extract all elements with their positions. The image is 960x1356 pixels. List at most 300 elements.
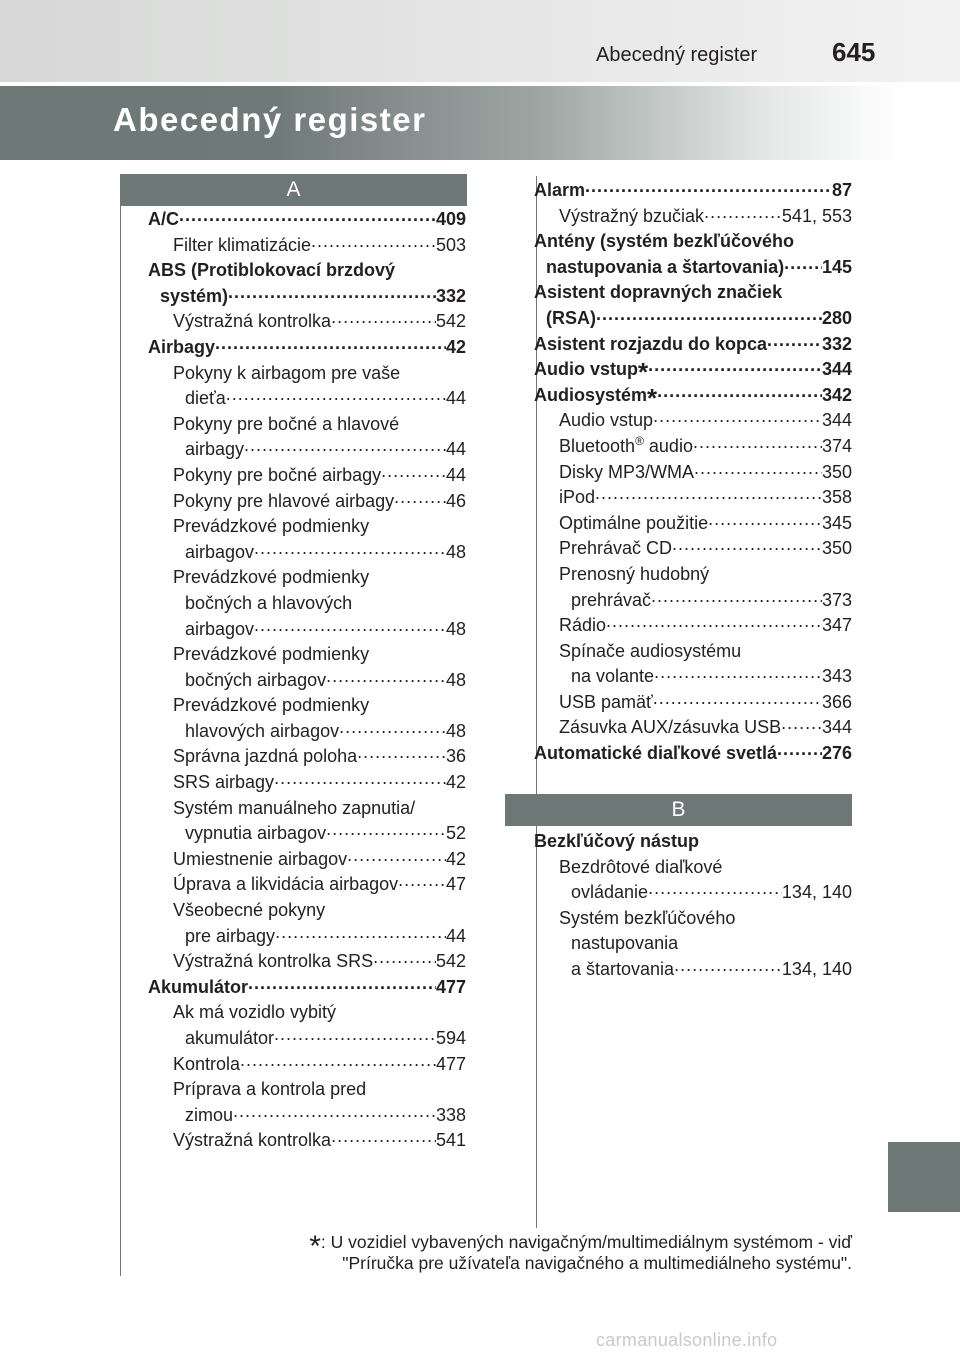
index-entry-term xyxy=(534,357,649,388)
index-entry-page: 48 xyxy=(445,720,466,741)
index-entry-page: 46 xyxy=(445,490,466,511)
dot-leader xyxy=(767,332,822,350)
index-entry xyxy=(534,229,852,255)
index-entry xyxy=(534,715,852,741)
dot-leader xyxy=(244,437,446,455)
index-entry-text: Optimálne použitie xyxy=(559,512,709,533)
index-entry xyxy=(534,511,852,537)
index-entry xyxy=(148,872,466,898)
index-entry-text: Pokyny k airbagom pre vaše xyxy=(173,362,401,383)
index-entry-text: Prehrávač CD xyxy=(559,538,673,559)
index-entry-term xyxy=(148,258,395,284)
index-entry-text: Antény (systém bezkľúčového xyxy=(534,231,795,252)
index-entry-term xyxy=(185,1103,233,1129)
index-entry-text: akumulátor xyxy=(185,1028,275,1048)
index-entry-page: 42 xyxy=(445,848,466,869)
index-entry-page: 276 xyxy=(821,743,852,764)
index-entry-text: Zásuvka AUX/zásuvka USB xyxy=(559,717,782,738)
dot-leader xyxy=(228,284,436,302)
dot-leader xyxy=(373,949,436,967)
index-entry-page: 44 xyxy=(445,925,466,946)
chapter-tab xyxy=(888,1142,960,1212)
index-entry xyxy=(534,855,852,881)
index-entry-page: 332 xyxy=(821,333,852,354)
index-entry-page: 48 xyxy=(445,541,466,562)
index-entry-text: na volante xyxy=(571,666,655,687)
index-entry-text: Spínače audiosystému xyxy=(559,640,742,661)
index-entry-page: 366 xyxy=(821,691,852,712)
index-entry xyxy=(148,591,466,617)
index-entry-page: 47 xyxy=(445,874,466,895)
index-entry-text: (RSA) xyxy=(546,307,596,328)
index-entry-term xyxy=(534,229,794,255)
asterisk-marker: * xyxy=(647,382,658,413)
index-entry-term xyxy=(559,511,708,537)
dot-leader xyxy=(784,255,822,273)
index-entry-term xyxy=(173,1128,331,1154)
index-entry-term xyxy=(559,460,694,486)
index-entry xyxy=(534,255,852,281)
index-entry-text: Filter klimatizácie xyxy=(173,234,312,255)
index-entry-term xyxy=(559,639,741,665)
index-entry-page: 280 xyxy=(821,307,852,328)
index-entry xyxy=(148,668,466,694)
index-entry-text: Prevádzkové podmienky xyxy=(173,695,370,716)
index-entry-text: Úprava a likvidácia airbagov xyxy=(173,874,399,895)
index-entry-page: 542 xyxy=(435,311,466,332)
section-header-b: B xyxy=(505,794,852,826)
dot-leader xyxy=(179,207,436,225)
index-entry-term xyxy=(173,514,369,540)
index-entry-text: Pokyny pre bočné airbagy xyxy=(173,464,382,485)
index-entry xyxy=(148,514,466,540)
index-entry-text: Prevádzkové podmienky xyxy=(173,644,370,665)
index-entry-text: dieťa xyxy=(185,388,226,409)
dot-leader xyxy=(672,536,822,554)
dot-leader xyxy=(781,715,822,733)
dot-leader xyxy=(331,1128,436,1146)
index-entry-text: Automatické diaľkové svetlá xyxy=(534,743,778,764)
index-entry-term xyxy=(185,540,254,566)
index-entry-term xyxy=(559,485,595,511)
index-entry-term xyxy=(534,829,699,855)
index-entry-term xyxy=(185,591,352,617)
index-entry-term xyxy=(173,1052,240,1078)
dot-leader xyxy=(398,872,446,890)
index-entry-text: USB pamäť xyxy=(559,691,653,712)
index-entry xyxy=(534,880,852,906)
index-entry-page: 332 xyxy=(435,285,466,306)
index-entry-term xyxy=(148,335,215,361)
index-entry xyxy=(148,1103,466,1129)
index-entry-text: Asistent rozjazdu do kopca xyxy=(534,333,768,354)
index-entry-term xyxy=(571,957,674,983)
index-entry xyxy=(148,1052,466,1078)
dot-leader xyxy=(254,540,446,558)
index-entry xyxy=(534,280,852,306)
header-bar xyxy=(0,0,960,82)
index-entry-term xyxy=(559,613,606,639)
section-header-a: A xyxy=(120,174,467,206)
index-entry xyxy=(148,642,466,668)
index-entry-text: SRS airbagy xyxy=(173,772,275,793)
right-index-column-b xyxy=(534,829,852,983)
index-entry-term xyxy=(559,906,735,932)
index-entry-term xyxy=(185,821,326,847)
index-entry-text: Akumulátor xyxy=(148,976,249,997)
index-entry-text: pre airbagy xyxy=(185,925,276,946)
index-entry-page: 374 xyxy=(821,435,852,456)
index-entry-text: Bezkľúčový nástup xyxy=(534,831,699,851)
index-entry-term xyxy=(571,880,648,906)
index-entry-page: 87 xyxy=(831,180,852,200)
dot-leader xyxy=(648,357,822,375)
index-entry-text: Výstražná kontrolka xyxy=(173,1130,332,1151)
index-entry-text: Správna jazdná poloha xyxy=(173,746,358,767)
index-entry-text: Bezdrôtové diaľkové xyxy=(559,856,723,877)
dot-leader xyxy=(240,1052,436,1070)
index-entry-text: a štartovania xyxy=(571,958,675,979)
index-entry-page: 338 xyxy=(435,1104,466,1125)
right-index-column-a xyxy=(534,178,852,767)
dot-leader xyxy=(233,1103,436,1121)
index-entry xyxy=(148,796,466,822)
index-entry-term xyxy=(185,719,339,745)
index-entry-term xyxy=(173,361,400,387)
index-entry-term xyxy=(546,255,784,281)
index-entry-text: Prenosný hudobný xyxy=(559,563,710,584)
index-entry-term xyxy=(559,536,672,562)
dot-leader xyxy=(331,309,436,327)
index-entry xyxy=(148,1077,466,1103)
index-entry-term xyxy=(559,715,781,741)
index-entry-text: Airbagy xyxy=(148,336,216,357)
index-entry-text: hlavových airbagov xyxy=(185,720,340,741)
index-entry xyxy=(148,284,466,310)
index-entry-term xyxy=(173,565,369,591)
index-entry xyxy=(534,613,852,639)
index-entry-page: 342 xyxy=(821,384,852,405)
index-entry-term xyxy=(173,744,357,770)
index-entry xyxy=(148,361,466,387)
index-entry-term xyxy=(173,693,369,719)
index-entry xyxy=(534,357,852,388)
index-entry-term xyxy=(185,437,244,463)
index-entry-term xyxy=(173,872,398,898)
index-entry-term xyxy=(534,280,782,306)
dot-leader xyxy=(704,204,782,222)
index-entry-text: A/C xyxy=(148,209,179,229)
dot-leader xyxy=(226,386,446,404)
index-entry-term xyxy=(173,1000,336,1026)
index-entry xyxy=(534,664,852,690)
index-entry xyxy=(148,744,466,770)
index-entry-page: 345 xyxy=(821,512,852,533)
index-entry-page: 542 xyxy=(435,951,466,972)
dot-leader xyxy=(339,719,446,737)
index-entry-page: 358 xyxy=(821,487,852,508)
index-entry-term xyxy=(546,306,596,332)
index-entry-text: Všeobecné pokyny xyxy=(173,900,326,921)
index-entry-term xyxy=(173,898,325,924)
dot-leader xyxy=(326,668,446,686)
dot-leader xyxy=(326,821,446,839)
index-entry-term xyxy=(185,617,254,643)
index-entry-term xyxy=(559,690,653,716)
index-entry-page: 541, 553 xyxy=(781,205,852,226)
index-entry xyxy=(148,540,466,566)
dot-leader xyxy=(654,664,822,682)
dot-leader xyxy=(653,408,822,426)
index-entry xyxy=(534,434,852,460)
index-entry-page: 134, 140 xyxy=(781,882,852,903)
index-entry xyxy=(148,770,466,796)
index-entry-page: 44 xyxy=(445,388,466,409)
index-entry xyxy=(148,898,466,924)
index-entry-suffix: audio xyxy=(643,435,693,456)
index-entry-term xyxy=(173,642,369,668)
dot-leader xyxy=(693,434,822,452)
index-entry-page: 344 xyxy=(821,717,852,738)
index-entry xyxy=(534,204,852,230)
index-entry xyxy=(148,1000,466,1026)
index-entry-page: 145 xyxy=(821,256,852,277)
index-entry-term xyxy=(185,386,226,412)
index-entry xyxy=(148,565,466,591)
index-entry-page: 541 xyxy=(435,1130,466,1151)
footnote-line-2: "Príručka pre užívateľa navigačného a multimediálneho systému". xyxy=(342,1253,852,1273)
dot-leader xyxy=(274,1026,436,1044)
dot-leader xyxy=(674,957,782,975)
index-entry-page: 350 xyxy=(821,461,852,482)
index-entry-term xyxy=(571,931,678,957)
index-entry-term xyxy=(148,207,179,233)
index-entry-text: Výstražná kontrolka xyxy=(173,311,332,332)
left-column-rule xyxy=(120,191,121,1276)
index-entry-page: 134, 140 xyxy=(781,958,852,979)
index-entry-term xyxy=(534,332,767,358)
index-entry-term xyxy=(173,233,311,259)
dot-leader xyxy=(347,847,446,865)
registered-mark: ® xyxy=(635,433,644,448)
index-entry-term xyxy=(173,847,347,873)
dot-leader xyxy=(653,690,822,708)
index-entry-page: 44 xyxy=(445,464,466,485)
index-entry xyxy=(534,178,852,204)
index-entry xyxy=(148,258,466,284)
index-entry-term xyxy=(173,412,399,438)
index-entry-text: Systém manuálneho zapnutia/ xyxy=(173,797,416,818)
dot-leader xyxy=(248,975,436,993)
index-entry-text: airbagy xyxy=(185,439,245,460)
index-entry xyxy=(148,924,466,950)
dot-leader xyxy=(657,383,822,401)
index-entry-page: 48 xyxy=(445,669,466,690)
dot-leader xyxy=(648,880,782,898)
index-entry xyxy=(534,460,852,486)
index-entry-text: ABS (Protiblokovací brzdový xyxy=(148,260,396,281)
dot-leader xyxy=(357,744,446,762)
index-entry-term xyxy=(173,1077,366,1103)
index-entry-term xyxy=(534,741,777,767)
index-entry-page: 347 xyxy=(821,615,852,636)
index-entry-text: Pokyny pre bočné a hlavové xyxy=(173,413,400,434)
index-entry xyxy=(148,437,466,463)
index-entry xyxy=(148,335,466,361)
index-entry-text: Audio vstup xyxy=(534,359,638,380)
index-entry-text: Audiosystém xyxy=(534,384,648,405)
index-entry-text: vypnutia airbagov xyxy=(185,823,327,844)
index-entry-page: 42 xyxy=(445,772,466,793)
index-entry-text: Audio vstup xyxy=(559,410,654,431)
dot-leader xyxy=(596,306,822,324)
index-entry-text: prehrávač xyxy=(571,589,652,610)
index-entry xyxy=(534,562,852,588)
index-entry-page: 42 xyxy=(445,336,466,357)
index-entry-text: airbagov xyxy=(185,618,255,639)
page-number: 645 xyxy=(832,37,876,67)
index-entry xyxy=(534,485,852,511)
index-entry xyxy=(148,489,466,515)
dot-leader xyxy=(275,924,446,942)
index-entry xyxy=(148,975,466,1001)
index-entry-text: Bluetooth xyxy=(559,435,636,456)
index-entry-term xyxy=(173,489,394,515)
dot-leader xyxy=(381,463,446,481)
index-entry-page: 344 xyxy=(821,410,852,431)
index-entry-text: bočných airbagov xyxy=(185,669,327,690)
index-entry-term xyxy=(148,975,248,1001)
left-index-column xyxy=(148,207,466,1154)
index-entry xyxy=(534,408,852,434)
index-entry-term xyxy=(185,1026,274,1052)
index-entry-text: zimou xyxy=(185,1104,234,1125)
index-entry-text: nastupovania a štartovania) xyxy=(546,256,785,277)
index-entry-text: Prevádzkové podmienky xyxy=(173,567,370,588)
index-entry xyxy=(148,233,466,259)
index-entry-term xyxy=(173,949,373,975)
index-entry-text: Príprava a kontrola pred xyxy=(173,1079,367,1100)
index-entry-term xyxy=(173,770,274,796)
index-entry-page: 44 xyxy=(445,439,466,460)
index-entry xyxy=(534,957,852,983)
page-title: Abecedný register xyxy=(113,101,427,138)
index-entry-page: 477 xyxy=(435,1053,466,1074)
index-entry xyxy=(534,741,852,767)
index-entry-term xyxy=(559,434,693,460)
index-entry-text: airbagov xyxy=(185,541,255,562)
dot-leader xyxy=(274,770,446,788)
index-entry-term xyxy=(173,463,381,489)
index-entry-page: 350 xyxy=(821,538,852,559)
index-entry-text: Umiestnenie airbagov xyxy=(173,848,348,869)
index-entry-text: iPod xyxy=(559,487,596,508)
index-entry xyxy=(534,690,852,716)
index-entry-text: Rádio xyxy=(559,615,607,636)
index-entry-page: 594 xyxy=(435,1028,466,1048)
index-entry-page: 36 xyxy=(445,746,466,767)
index-entry-term xyxy=(185,668,326,694)
index-entry-text: ovládanie xyxy=(571,882,649,903)
index-entry-term xyxy=(173,796,415,822)
index-entry-text: nastupovania xyxy=(571,933,679,954)
index-entry-page: 344 xyxy=(821,359,852,380)
dot-leader xyxy=(311,233,436,251)
index-entry xyxy=(148,847,466,873)
index-entry xyxy=(148,719,466,745)
dot-leader xyxy=(651,588,822,606)
index-entry xyxy=(148,412,466,438)
running-title: Abecedný register xyxy=(596,44,758,66)
index-entry xyxy=(534,306,852,332)
index-entry-term xyxy=(173,309,331,335)
dot-leader xyxy=(777,741,822,759)
index-entry-text: bočných a hlavových xyxy=(185,592,353,613)
index-entry-text: Prevádzkové podmienky xyxy=(173,516,370,537)
watermark: carmanualsonline.info xyxy=(596,1330,778,1350)
index-entry xyxy=(148,386,466,412)
index-entry-term xyxy=(559,562,709,588)
index-entry-term xyxy=(559,408,653,434)
index-entry-term xyxy=(559,204,704,230)
index-entry-text: Alarm xyxy=(534,180,586,200)
dot-leader xyxy=(694,460,822,478)
index-entry-text: Asistent dopravných značiek xyxy=(534,282,783,303)
index-entry-text: Disky MP3/WMA xyxy=(559,461,694,482)
index-entry xyxy=(534,829,852,855)
index-entry xyxy=(148,1128,466,1154)
asterisk-marker: * xyxy=(638,357,649,388)
dot-leader xyxy=(585,178,832,196)
index-entry xyxy=(534,382,852,413)
index-entry xyxy=(534,332,852,358)
index-entry xyxy=(534,588,852,614)
index-entry-page: 52 xyxy=(445,823,466,844)
index-entry xyxy=(148,617,466,643)
index-entry xyxy=(148,1026,466,1052)
footnote-marker: * xyxy=(309,1230,321,1263)
index-entry xyxy=(148,463,466,489)
dot-leader xyxy=(708,511,822,529)
index-entry-text: Systém bezkľúčového xyxy=(559,907,736,928)
index-entry xyxy=(534,639,852,665)
index-entry-term xyxy=(160,284,228,310)
index-entry xyxy=(534,931,852,957)
dot-leader xyxy=(254,617,446,635)
index-entry-text: systém) xyxy=(160,285,229,306)
index-entry-text: Pokyny pre hlavové airbagy xyxy=(173,490,395,511)
dot-leader xyxy=(606,613,822,631)
index-entry-text: Kontrola xyxy=(173,1053,241,1074)
index-entry xyxy=(148,207,466,233)
index-entry-term xyxy=(559,855,722,881)
index-entry xyxy=(534,536,852,562)
footnote-line-1: : U vozidiel vybavených navigačným/multimediálnym systémom - viď xyxy=(320,1232,852,1252)
dot-leader xyxy=(394,489,446,507)
index-entry-term xyxy=(185,924,275,950)
index-entry xyxy=(148,309,466,335)
index-entry-text: Ak má vozidlo vybitý xyxy=(173,1002,337,1023)
index-entry-page: 409 xyxy=(435,209,466,229)
index-entry xyxy=(148,949,466,975)
index-entry-page: 503 xyxy=(435,234,466,255)
footnote xyxy=(200,1232,852,1274)
dot-leader xyxy=(595,485,822,503)
index-entry-page: 477 xyxy=(435,976,466,997)
index-entry-page: 373 xyxy=(821,589,852,610)
dot-leader xyxy=(215,335,446,353)
index-entry-term xyxy=(571,588,651,614)
